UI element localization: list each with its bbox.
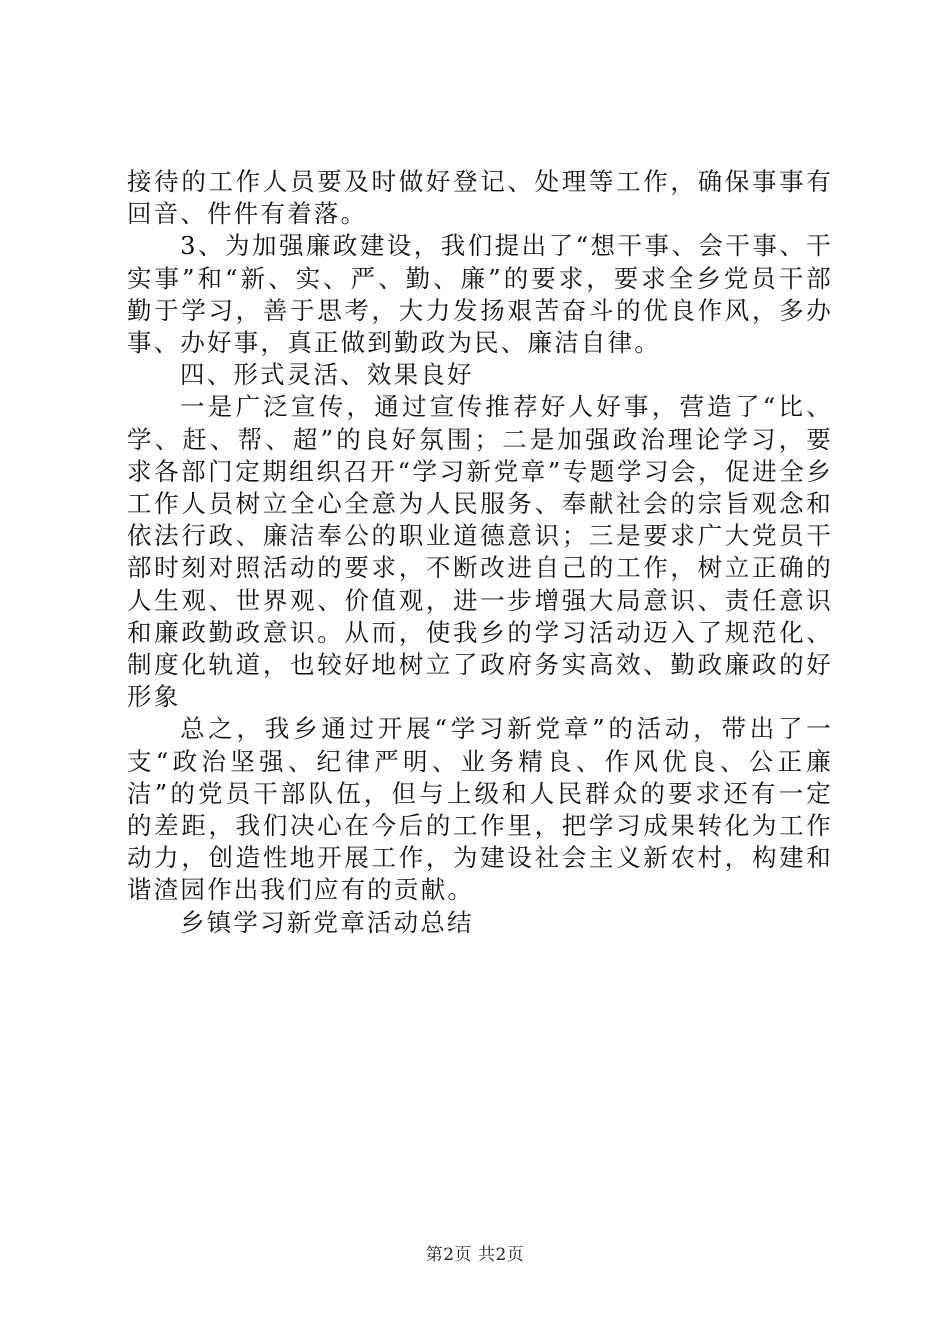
body-paragraph: 总之，我乡通过开展“学习新党章”的活动，带出了一支“政治坚强、纪律严明、业务精良、作风优良、公正廉洁”的党员干部队伍，但与上级和人民群众的要求还有一定的差距，我们决心在今后的工作里，把学习成果转化为工作动力，创造性地开展工作，为建设社会主义新农村，构建和谐渣园作出我们应有的贡献。 <box>127 714 833 905</box>
document-body <box>127 166 833 939</box>
body-paragraph: 一是广泛宣传，通过宣传推荐好人好事，营造了“比、学、赶、帮、超”的良好氛围；二是加强政治理论学习，要求各部门定期组织召开“学习新党章”专题学习会，促进全乡工作人员树立全心全意为人民服务、奉献社会的宗旨观念和依法行政、廉洁奉公的职业道德意识；三是要求广大党员干部时刻对照活动的要求，不断改进自己的工作，树立正确的人生观、世界观、价值观，进一步增强大局意识、责任意识和廉政勤政意识。从而，使我乡的学习活动迈入了规范化、制度化轨道，也较好地树立了政府务实高效、勤政廉政的好形象 <box>127 392 833 712</box>
document-title-line: 乡镇学习新党章活动总结 <box>180 907 474 937</box>
section-heading: 四、形式灵活、效果良好 <box>180 360 474 390</box>
body-paragraph: 接待的工作人员要及时做好登记、处理等工作，确保事事有回音、件件有着落。 <box>127 167 833 229</box>
body-paragraph: 3、为加强廉政建设，我们提出了“想干事、会干事、干实事”和“新、实、严、勤、廉”的要求，要求全乡党员干部勤于学习，善于思考，大力发扬艰苦奋斗的优良作风，多办事、办好事，真正做到勤政为民、廉洁自律。 <box>127 231 833 358</box>
page-footer: 第2页 共2页 <box>425 1245 525 1265</box>
